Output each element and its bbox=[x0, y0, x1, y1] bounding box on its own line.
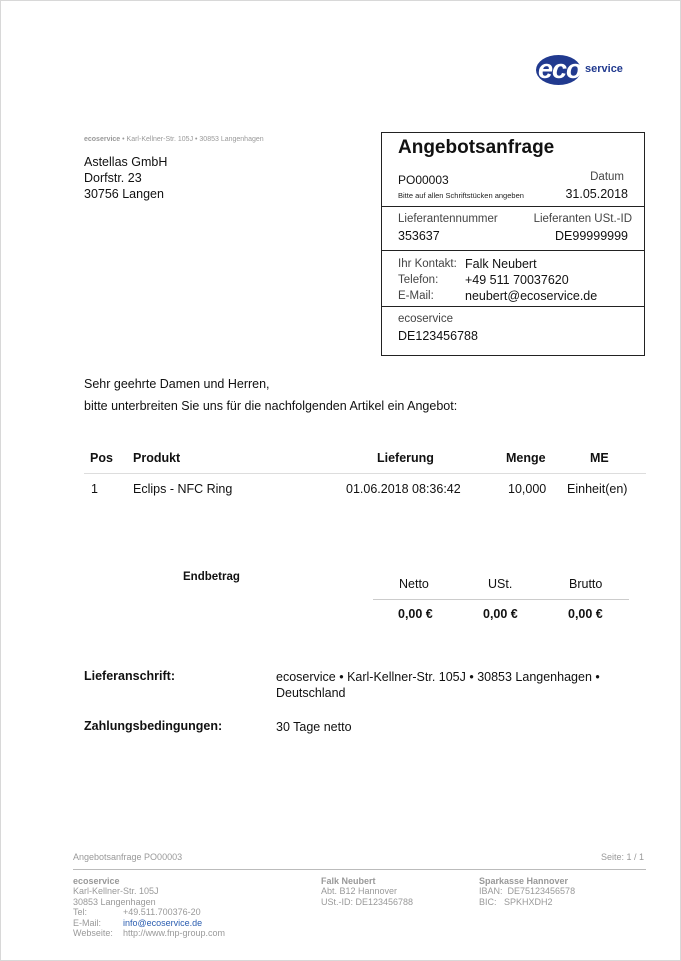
delivery-address-line-2: Deutschland bbox=[276, 686, 346, 700]
brutto-label: Brutto bbox=[569, 577, 603, 591]
col-header-pos: Pos bbox=[90, 451, 113, 465]
footer-contact-vat: USt.-ID: DE123456788 bbox=[321, 896, 414, 907]
contact-value: Falk Neubert bbox=[465, 257, 537, 271]
logo-service-text: service bbox=[585, 63, 623, 75]
footer-bank-iban: IBAN: DE75123456578 bbox=[479, 886, 576, 897]
supplier-vat-label: Lieferanten USt.-ID bbox=[533, 213, 632, 225]
sender-company: ecoservice bbox=[84, 136, 121, 143]
payment-terms-label: Zahlungsbedingungen: bbox=[84, 719, 223, 733]
total-label: Endbetrag bbox=[183, 571, 240, 583]
footer-tel-label: Tel: bbox=[73, 907, 88, 918]
footer-email-link[interactable]: info@ecoservice.de bbox=[123, 917, 203, 928]
footer-bank-col bbox=[479, 876, 575, 907]
company-name: ecoservice bbox=[398, 313, 453, 325]
footer-contact-dept: Abt. B12 Hannover bbox=[321, 886, 398, 897]
supplier-vat-value: DE99999999 bbox=[555, 229, 628, 243]
footer-web-value: http://www.fnp-group.com bbox=[123, 928, 226, 939]
footer-bank-title: Sparkasse Hannover bbox=[479, 876, 569, 886]
row-delivery: 01.06.2018 08:36:42 bbox=[346, 482, 461, 496]
footer-company-street: Karl-Kellner-Str. 105J bbox=[73, 886, 159, 897]
footer-contact-title: Falk Neubert bbox=[321, 876, 376, 886]
netto-value: 0,00 € bbox=[398, 607, 433, 621]
table-header-divider bbox=[84, 473, 646, 474]
recipient-city: 30756 Langen bbox=[84, 187, 164, 201]
footer-contact-col bbox=[321, 876, 413, 907]
ust-value: 0,00 € bbox=[483, 607, 518, 621]
row-pos: 1 bbox=[91, 482, 98, 496]
company-section bbox=[382, 306, 644, 356]
greeting bbox=[84, 373, 457, 417]
ust-label: USt. bbox=[488, 577, 513, 591]
email-value: neubert@ecoservice.de bbox=[465, 289, 598, 303]
sender-line bbox=[84, 136, 264, 143]
row-unit: Einheit(en) bbox=[567, 482, 628, 496]
delivery-address-label: Lieferanschrift: bbox=[84, 669, 175, 683]
supplier-number-value: 353637 bbox=[398, 229, 440, 243]
row-product: Eclips - NFC Ring bbox=[133, 482, 233, 496]
footer-bank-bic: BIC: SPKHXDH2 bbox=[479, 896, 553, 907]
footer-tel-row bbox=[73, 907, 225, 917]
brutto-value: 0,00 € bbox=[568, 607, 603, 621]
footer-company-title: ecoservice bbox=[73, 876, 120, 886]
footer-company-city: 30853 Langenhagen bbox=[73, 896, 156, 907]
netto-label: Netto bbox=[399, 577, 429, 591]
footer-email-label: E-Mail: bbox=[73, 917, 102, 928]
col-header-qty: Menge bbox=[506, 451, 546, 465]
phone-value: +49 511 70037620 bbox=[465, 273, 569, 287]
logo-eco-text: eco bbox=[538, 54, 582, 84]
footer-email-row bbox=[73, 918, 225, 928]
document-title: Angebotsanfrage bbox=[398, 137, 555, 158]
email-label: E-Mail: bbox=[398, 290, 434, 302]
recipient-street: Dorfstr. 23 bbox=[84, 171, 142, 185]
payment-terms-value: 30 Tage netto bbox=[276, 720, 352, 734]
recipient-address bbox=[84, 154, 167, 202]
po-hint: Bitte auf allen Schriftstücken angeben bbox=[398, 191, 524, 200]
delivery-address-line-1: ecoservice • Karl-Kellner-Str. 105J • 30853 Langenhagen • bbox=[276, 670, 600, 684]
footer-page-number: Seite: 1 / 1 bbox=[600, 852, 644, 862]
supplier-number-label: Lieferantennummer bbox=[398, 213, 498, 225]
col-header-delivery: Lieferung bbox=[377, 451, 434, 465]
contact-section bbox=[382, 250, 644, 306]
greeting-line-1: Sehr geehrte Damen und Herren, bbox=[84, 377, 270, 391]
footer-doc-ref: Angebotsanfrage PO00003 bbox=[73, 852, 183, 862]
footer-tel-value: +49.511.700376-20 bbox=[123, 907, 201, 918]
col-header-product: Produkt bbox=[133, 451, 181, 465]
ecoservice-logo bbox=[536, 53, 636, 87]
footer-web-row bbox=[73, 928, 225, 938]
po-number: PO00003 bbox=[398, 173, 449, 187]
totals-divider bbox=[373, 599, 629, 600]
company-vat: DE123456788 bbox=[398, 329, 478, 343]
footer-company-col bbox=[73, 876, 225, 938]
row-qty: 10,000 bbox=[508, 482, 547, 496]
date-label: Datum bbox=[590, 171, 624, 183]
date-value: 31.05.2018 bbox=[565, 187, 628, 201]
greeting-line-2: bitte unterbreiten Sie uns für die nachfolgenden Artikel ein Angebot: bbox=[84, 399, 458, 413]
sender-address: • Karl-Kellner-Str. 105J • 30853 Langenhagen bbox=[120, 136, 264, 143]
phone-label: Telefon: bbox=[398, 274, 439, 286]
footer-divider bbox=[73, 869, 646, 870]
supplier-section bbox=[382, 206, 644, 250]
recipient-name: Astellas GmbH bbox=[84, 155, 168, 169]
document-info-box bbox=[381, 132, 645, 356]
footer-web-label: Webseite: bbox=[73, 928, 113, 939]
contact-label: Ihr Kontakt: bbox=[398, 258, 457, 270]
col-header-unit: ME bbox=[590, 451, 609, 465]
delivery-address-value bbox=[276, 669, 626, 701]
